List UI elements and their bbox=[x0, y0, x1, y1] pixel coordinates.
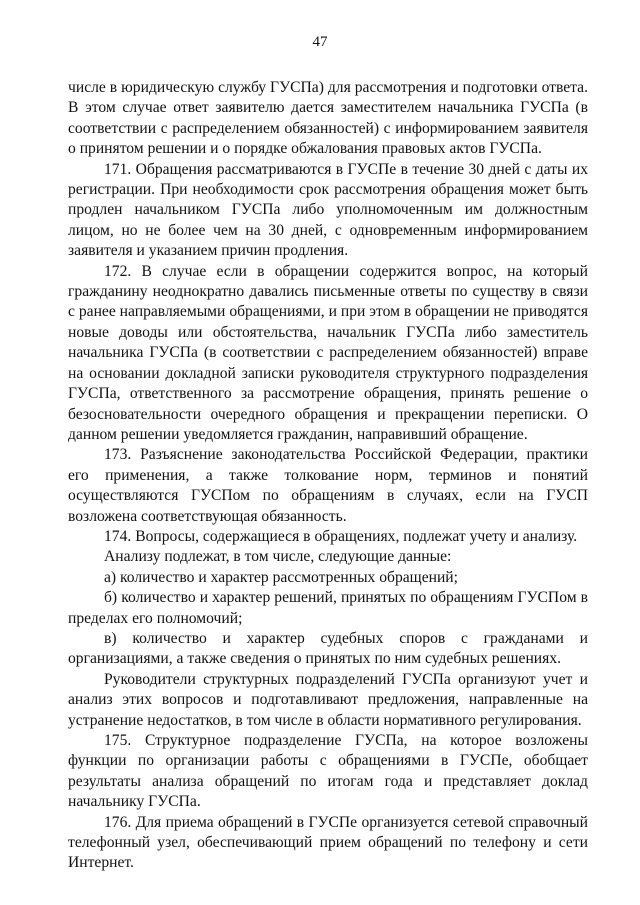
paragraph-174-intro: Анализу подлежат, в том числе, следующие данные: bbox=[104, 548, 452, 566]
paragraph-172: 172. В случае если в обращении содержится вопрос, на который гражданину неоднократно давались письменные ответы по существу в связи с ранее направляемыми обращениями, и при этом в обращении не приводятся новые доводы или обстоятельства, начальник ГУСПа либо заместитель начальника ГУСПа (в соответствии с распределением обязанностей) вправе на основании докладной записки руководителя структурного подразделения ГУСПа, ответственного за рассмотрение обращения, принять решение о безосновательности очередного обращения и прекращении переписки. О данном решении уведомляется гражданин, направивший обращение. bbox=[68, 262, 588, 443]
paragraph-174-heads: Руководители структурных подразделений ГУСПа организуют учет и анализ этих вопросов и подготавливают предложения, направленные на устранение недостатков, в том числе в области нормативного регулирования. bbox=[68, 670, 588, 729]
document-body bbox=[68, 78, 588, 874]
paragraph-171: 171. Обращения рассматриваются в ГУСПе в течение 30 дней с даты их регистрации. При необходимости срок рассмотрения обращения может быть продлен начальником ГУСПа либо уполномоченным им должностным лицом, но не более чем на 30 дней, с одновременным информированием заявителя и указанием причин продления. bbox=[68, 160, 588, 260]
page-number: 47 bbox=[312, 34, 328, 50]
paragraph-176: 176. Для приема обращений в ГУСПе организуется сетевой справочный телефонный узел, обеспечивающий прием обращений по телефону и сети Интернет. bbox=[68, 813, 588, 872]
paragraph-174-item-c: в) количество и характер судебных споров с гражданами и организациями, а также сведения о принятых по ним судебных решениях. bbox=[68, 629, 588, 668]
paragraph-174-item-b: б) количество и характер решений, принятых по обращениям ГУСПом в пределах его полномочий; bbox=[68, 589, 588, 627]
paragraph-continuation: числе в юридическую службу ГУСПа) для рассмотрения и подготовки ответа. В этом случае ответ заявителю дается заместителем начальника ГУСПа (в соответствии с распределением обязанностей) с информированием заявителя о принятом решении и о порядке обжалования правовых актов ГУСПа. bbox=[68, 79, 588, 158]
paragraph-174-item-a: а) количество и характер рассмотренных обращений; bbox=[104, 568, 458, 586]
paragraph-174: 174. Вопросы, содержащиеся в обращениях, подлежат учету и анализу. bbox=[104, 527, 578, 545]
paragraph-175: 175. Структурное подразделение ГУСПа, на которое возложены функции по организации работы с обращениями в ГУСПе, обобщает результаты анализа обращений по итогам года и представляет доклад начальнику ГУСПа. bbox=[68, 732, 588, 811]
paragraph-173: 173. Разъяснение законодательства Российской Федерации, практики его применения, а также толкование норм, терминов и понятий осуществляются ГУСПом по обращениям в случаях, если на ГУСП возложена соответствующая обязанность. bbox=[68, 446, 588, 525]
